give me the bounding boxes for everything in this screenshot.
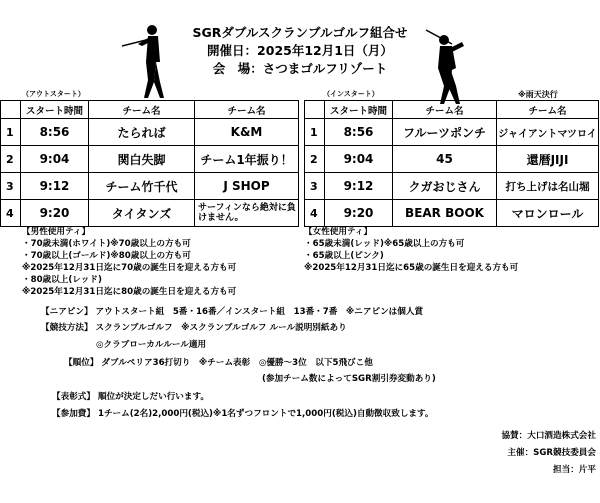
header-team-1: チーム名 [393, 101, 497, 119]
table-row [305, 173, 599, 200]
page-title: SGRダブルスクランブルゴルフ組合せ [192, 25, 408, 40]
men-tee-line: ・70歳以上(ゴールド)※80歳以上の方も可 [22, 251, 191, 261]
row-number: 4 [1, 200, 21, 227]
team-2: サーフィンなら絶対に負けません。 [195, 200, 299, 227]
ranking-note: (参加チーム数によってSGR割引券変動あり) [262, 374, 436, 384]
women-tee-line: ※2025年12月31日迄に65歳の誕生日を迎える方も可 [304, 263, 519, 273]
table-row [305, 119, 599, 146]
in-start-label: （インスタート） [323, 90, 379, 98]
team-1: 関白失脚 [89, 146, 195, 173]
header-start-time: スタート時間 [325, 101, 393, 119]
out-start-table [0, 100, 299, 227]
award-rule: 【表彰式】 順位が決定しだい行います。 [52, 392, 209, 402]
team-1: たられば [89, 119, 195, 146]
team-1: 45 [393, 146, 497, 173]
table-row [1, 119, 299, 146]
sponsor: 協賛：大口酒造株式会社 [501, 431, 596, 441]
team-2: 打ち上げは名山堀 [497, 173, 599, 200]
women-tee-section [304, 226, 518, 274]
men-tee-section [22, 226, 236, 298]
rain-note: ※雨天決行 [518, 90, 558, 99]
header-team-1: チーム名 [89, 101, 195, 119]
women-tee-line: ・65歳未満(レッド)※65歳以上の方も可 [304, 239, 465, 249]
men-tee-title: 【男性使用ティ】 [22, 227, 91, 237]
golfer-left-icon [118, 22, 174, 100]
start-time: 9:12 [21, 173, 89, 200]
start-time: 9:20 [21, 200, 89, 227]
team-1: チーム竹千代 [89, 173, 195, 200]
team-2: ジャイアントマツロイ [497, 119, 599, 146]
team-1: タイタンズ [89, 200, 195, 227]
venue: 会 場：さつまゴルフリゾート [212, 61, 388, 76]
contact: 担当：片平 [553, 465, 596, 475]
men-tee-line: ・80歳以上(レッド) [22, 275, 102, 285]
golfer-right-icon [422, 22, 478, 106]
team-2: J SHOP [195, 173, 299, 200]
table-row [305, 200, 599, 227]
team-1: BEAR BOOK [393, 200, 497, 227]
in-start-table [304, 100, 599, 227]
women-tee-title: 【女性使用ティ】 [304, 227, 373, 237]
table-row [1, 146, 299, 173]
team-1: フルーツポンチ [393, 119, 497, 146]
out-start-label: （アウトスタート） [22, 90, 85, 98]
header-no [305, 101, 325, 119]
organizer: 主催：SGR競技委員会 [507, 448, 596, 458]
method-rule: 【競技方法】 スクランブルゴルフ ※スクランブルゴルフ ルール説明別紙あり [41, 323, 347, 333]
table-header-row [1, 101, 299, 119]
row-number: 1 [1, 119, 21, 146]
table-header-row [305, 101, 599, 119]
event-date: 開催日：2025年12月1日（月） [207, 43, 393, 58]
team-2: K&M [195, 119, 299, 146]
local-rule: ◎クラブローカルルール適用 [96, 340, 207, 350]
ranking-rule: 【順位】 ダブルペリア36打切り ※チーム表彰 ◎優勝～3位 以下5飛びこ他 [64, 358, 373, 368]
men-tee-line: ※2025年12月31日迄に80歳の誕生日を迎える方も可 [22, 287, 237, 297]
row-number: 3 [1, 173, 21, 200]
team-2: 還暦JIJI [497, 146, 599, 173]
start-time: 8:56 [21, 119, 89, 146]
table-row [305, 146, 599, 173]
fee-rule: 【参加費】 1チーム(2名)2,000円(税込)※1名ずつフロントで1,000円(税込)自動徴収致します。 [52, 409, 434, 419]
row-number: 3 [305, 173, 325, 200]
team-2: マロンロール [497, 200, 599, 227]
row-number: 4 [305, 200, 325, 227]
start-time: 9:20 [325, 200, 393, 227]
header-no [1, 101, 21, 119]
start-time: 9:12 [325, 173, 393, 200]
start-time: 9:04 [325, 146, 393, 173]
row-number: 1 [305, 119, 325, 146]
header-start-time: スタート時間 [21, 101, 89, 119]
team-2: チーム1年振り！ [195, 146, 299, 173]
table-row [1, 173, 299, 200]
team-1: クガおじさん [393, 173, 497, 200]
men-tee-line: ※2025年12月31日迄に70歳の誕生日を迎える方も可 [22, 263, 237, 273]
nearpin-rule: 【ニアピン】 アウトスタート組 5番・16番／インスタート組 13番・7番 ※ニアピンは個人賞 [41, 307, 424, 317]
header-team-2: チーム名 [195, 101, 299, 119]
women-tee-line: ・65歳以上(ピンク) [304, 251, 384, 261]
header-team-2: チーム名 [497, 101, 599, 119]
row-number: 2 [1, 146, 21, 173]
men-tee-line: ・70歳未満(ホワイト)※70歳以上の方も可 [22, 239, 191, 249]
row-number: 2 [305, 146, 325, 173]
table-row [1, 200, 299, 227]
start-time: 8:56 [325, 119, 393, 146]
start-time: 9:04 [21, 146, 89, 173]
